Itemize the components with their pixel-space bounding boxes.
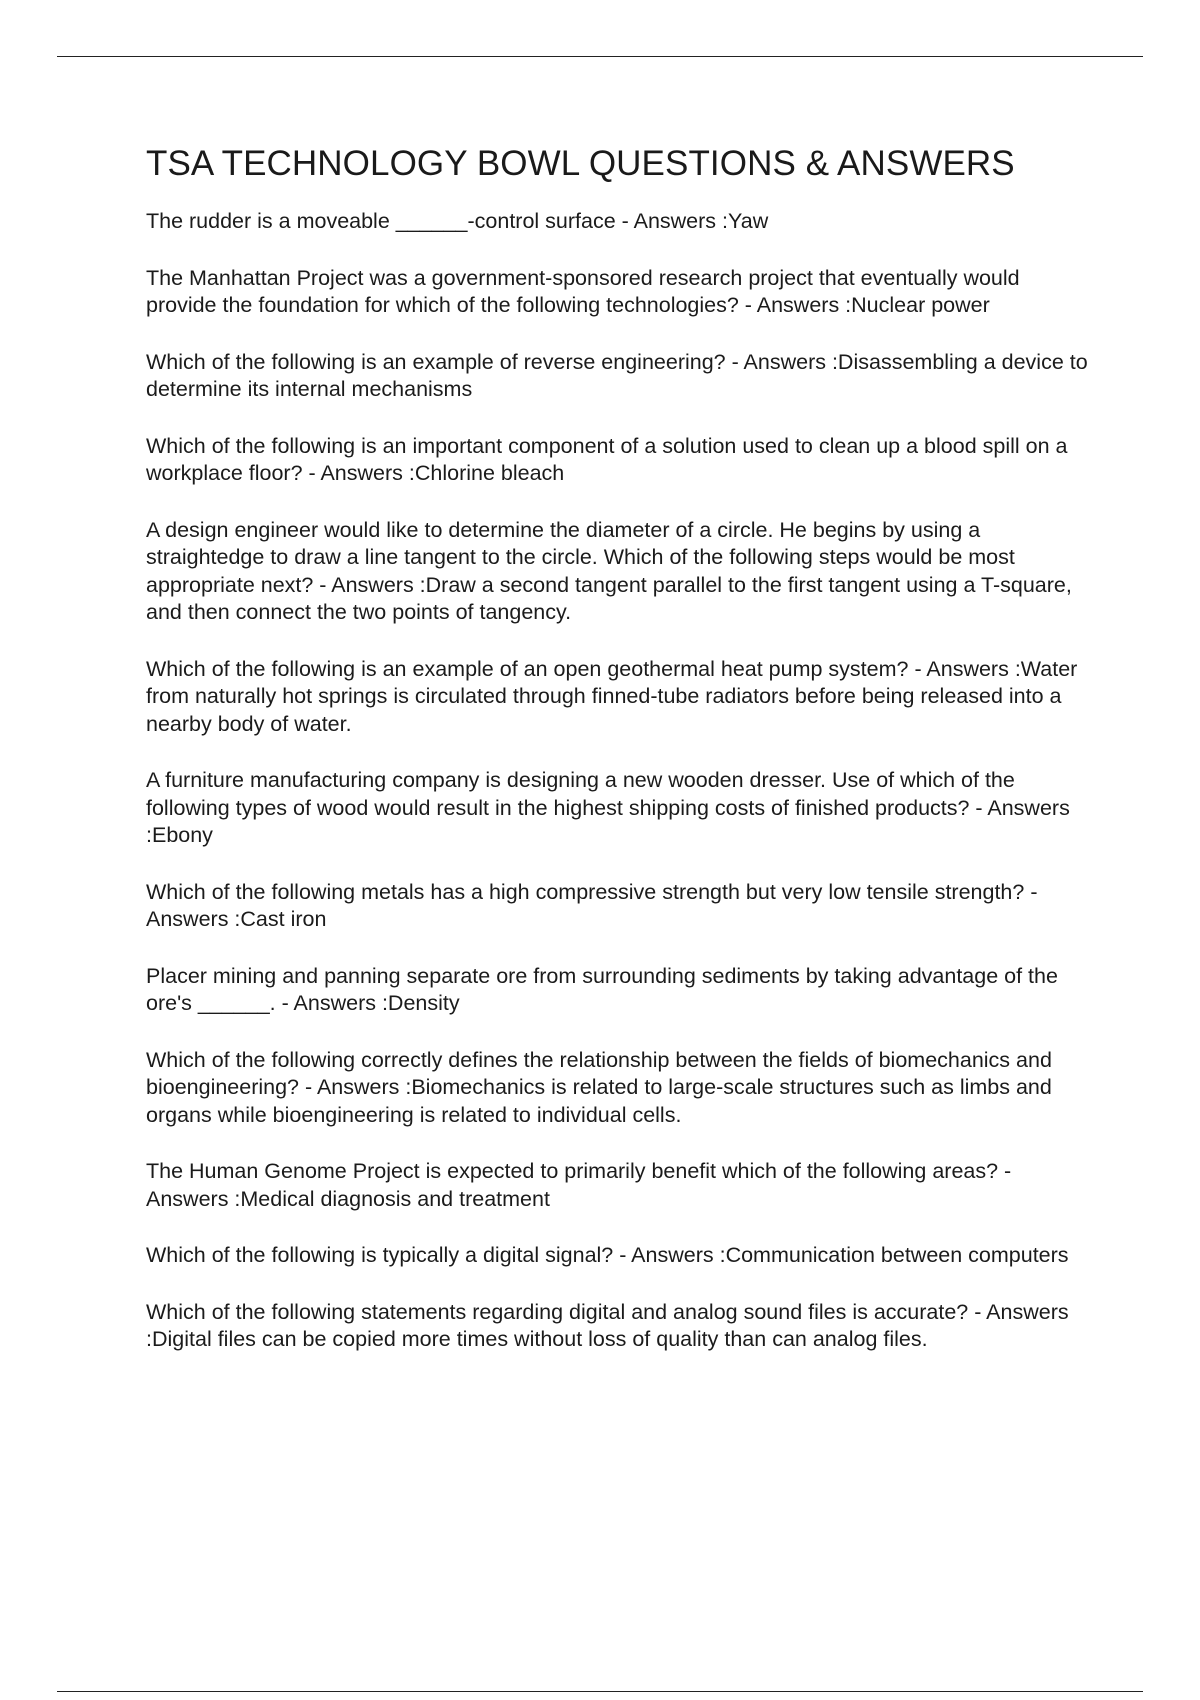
qa-list — [146, 208, 1096, 1354]
qa-item: The Human Genome Project is expected to primarily benefit which of the following areas? - Answers :Medical diagnosis and treatment — [146, 1159, 1012, 1211]
qa-item: A design engineer would like to determine the diameter of a circle. He begins by using a straightedge to draw a line tangent to the circle. Which of the following steps would be most appropriate next? - Answers :Draw a second tangent parallel to the first tangent using a T-square, and then connect the two points of tangency. — [146, 517, 1072, 624]
bottom-rule — [57, 1691, 1143, 1692]
qa-item: The rudder is a moveable ______-control surface - Answers :Yaw — [146, 209, 769, 233]
qa-item: The Manhattan Project was a government-sponsored research project that eventually would provide the foundation for which of the following technologies? - Answers :Nuclear power — [146, 265, 1020, 317]
qa-item: Which of the following is an important component of a solution used to clean up a blood spill on a workplace floor? - Answers :Chlorine bleach — [146, 433, 1068, 485]
document-title: TSA TECHNOLOGY BOWL QUESTIONS & ANSWERS — [146, 144, 1015, 183]
qa-item: Which of the following is an example of reverse engineering? - Answers :Disassembling a device to determine its internal mechanisms — [146, 349, 1088, 401]
top-rule — [57, 56, 1143, 57]
qa-item: A furniture manufacturing company is designing a new wooden dresser. Use of which of the following types of wood would result in the highest shipping costs of finished products? - Answers :Ebony — [146, 768, 1070, 847]
qa-item: Which of the following statements regarding digital and analog sound files is accurate? - Answers :Digital files can be copied more times without loss of quality than can analog files. — [146, 1299, 1069, 1351]
document-body — [146, 142, 1096, 1383]
qa-item: Which of the following correctly defines the relationship between the fields of biomechanics and bioengineering? - Answers :Biomechanics is related to large-scale structures such as limbs and organs while bioengineering is related to individual cells. — [146, 1047, 1052, 1127]
qa-item: Which of the following is an example of an open geothermal heat pump system? - Answers :Water from naturally hot springs is circulated through finned-tube radiators before being released into a nearby body of water. — [146, 656, 1078, 736]
qa-item: Which of the following is typically a digital signal? - Answers :Communication between computers — [146, 1243, 1069, 1267]
qa-item: Which of the following metals has a high compressive strength but very low tensile strength? - Answers :Cast iron — [146, 879, 1038, 931]
qa-item: Placer mining and panning separate ore from surrounding sediments by taking advantage of the ore's ______. - Answers :Density — [146, 963, 1058, 1015]
